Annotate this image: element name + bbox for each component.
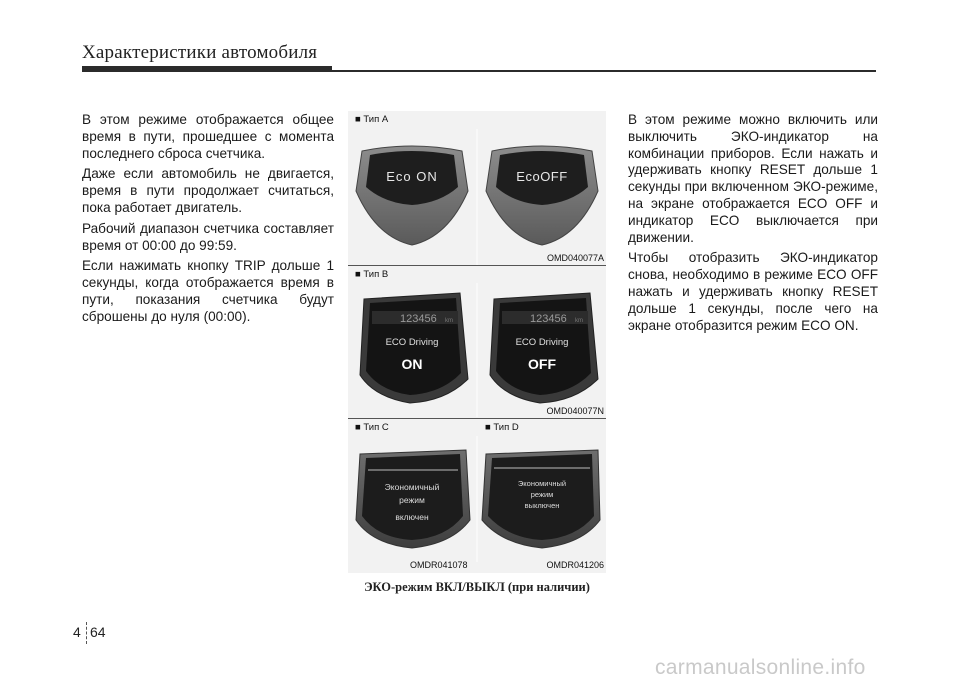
- figure-separator: [348, 265, 606, 266]
- figure-caption: ЭКО-режим ВКЛ/ВЫКЛ (при наличии): [364, 580, 590, 594]
- page-number: 64: [90, 624, 106, 640]
- eco-mode-line2: режим: [530, 490, 554, 499]
- page-header-title: Характеристики автомобиля: [82, 42, 318, 63]
- paragraph: Даже если автомобиль не двигается, время в пути продолжает считаться, пока работает двигатель.: [82, 166, 334, 215]
- paragraph: В этом режиме можно включить или выключить ЭКО-индикатор на комбинации приборов. Если нажать и удерживать кнопку RESET дольше 1 секунды при включенном ЭКО-режиме, на экране отображается ECO OFF и индикатор ECO выключается при движении.: [628, 112, 878, 245]
- type-b-displays: [348, 283, 606, 417]
- section-number: 4: [73, 624, 81, 640]
- type-c-label: ■ Тип C: [355, 422, 389, 433]
- type-a-eco-on-display: [356, 146, 468, 245]
- type-a-code: OMD040077A: [546, 253, 604, 263]
- type-c-code: OMDR041078: [410, 560, 468, 570]
- eco-driving-heading: ECO Driving: [515, 337, 569, 348]
- paragraph: Чтобы отобразить ЭКО-индикатор снова, необходимо в режиме ECO OFF нажать и удерживать кнопку RESET дольше 1 секунды, после чего на экране отобразится режим ECO ON.: [628, 250, 878, 333]
- eco-mode-line2: режим: [399, 495, 425, 505]
- eco-driving-heading: ECO Driving: [385, 337, 439, 348]
- type-b-eco-driving-on-display: [360, 293, 468, 403]
- type-d-eco-mode-off-display: [482, 450, 600, 548]
- type-d-label: ■ Тип D: [485, 422, 519, 433]
- eco-on-text: Eco ON: [386, 169, 438, 184]
- page-number-divider: [86, 622, 87, 644]
- type-a-label: ■ Тип A: [355, 114, 389, 125]
- watermark-text: carmanualsonline.info: [655, 656, 866, 679]
- eco-mode-off-line3: выключен: [524, 501, 560, 510]
- type-d-code: OMDR041206: [546, 560, 604, 570]
- type-c-eco-mode-on-display: [356, 450, 470, 548]
- odometer-value: 123456: [530, 313, 567, 325]
- paragraph: В этом режиме отображается общее время в пути, прошедшее с момента последнего сброса счетчика.: [82, 112, 334, 161]
- eco-mode-line1: Экономичный: [517, 479, 567, 488]
- eco-mode-on-line3: включен: [395, 512, 429, 522]
- type-a-eco-off-display: [486, 146, 598, 245]
- right-text-column: [628, 112, 878, 338]
- header-rule-thick: [82, 66, 332, 72]
- paragraph: Рабочий диапазон счетчика составляет время от 00:00 до 99:59.: [82, 220, 334, 253]
- eco-driving-off-text: OFF: [528, 356, 556, 372]
- eco-driving-on-text: ON: [401, 356, 423, 372]
- eco-off-text: EcoOFF: [516, 169, 568, 184]
- odometer-unit: km: [445, 318, 453, 324]
- type-cd-displays: [348, 436, 606, 562]
- left-text-column: [82, 112, 334, 330]
- figure-separator: [348, 418, 606, 419]
- header-rule-thin: [332, 70, 876, 72]
- type-b-eco-driving-off-display: [490, 293, 598, 403]
- odometer-value: 123456: [400, 313, 437, 325]
- type-b-code: OMD040077N: [546, 406, 604, 416]
- odometer-unit: km: [575, 318, 583, 324]
- type-b-label: ■ Тип B: [355, 269, 389, 280]
- type-a-displays: [348, 129, 606, 265]
- eco-mode-figure: [348, 111, 606, 573]
- eco-mode-line1: Экономичный: [384, 482, 440, 492]
- paragraph: Если нажимать кнопку TRIP дольше 1 секунды, когда отображается время в пути, показания счетчика будут сброшены до нуля (00:00).: [82, 258, 334, 324]
